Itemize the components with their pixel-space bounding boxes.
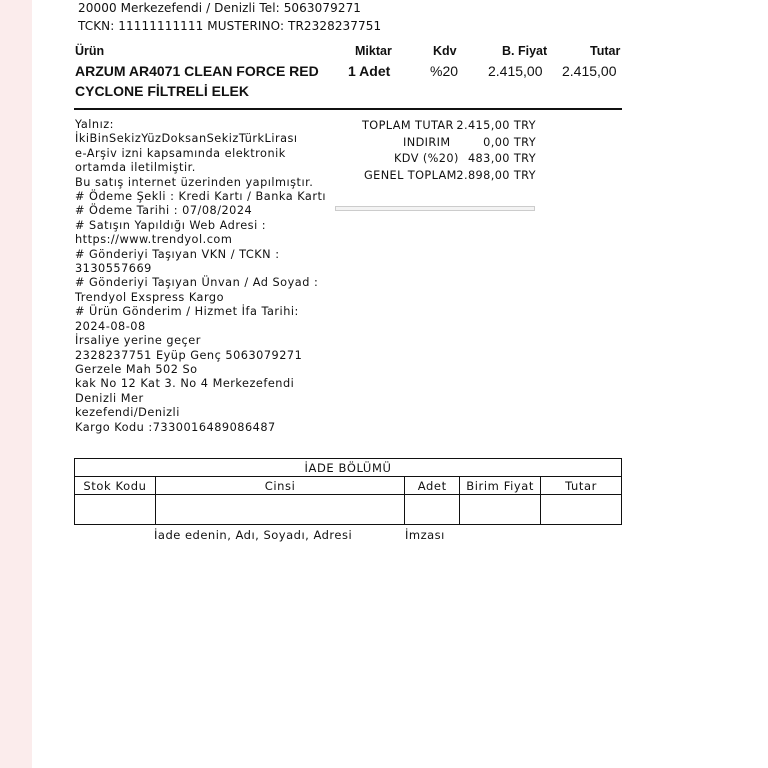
note-line: Yalnız: xyxy=(75,118,114,131)
invoice-notes xyxy=(75,118,335,435)
iade-header-cinsi: Cinsi xyxy=(155,477,404,495)
genel-toplam-label: GENEL TOPLAM xyxy=(364,168,457,182)
note-line: Kargo Kodu :7330016489086487 xyxy=(75,420,276,434)
iade-header-tutar: Tutar xyxy=(541,477,622,495)
note-line: kak No 12 Kat 3. No 4 Merkezefendi xyxy=(75,377,295,391)
note-line: # Ödeme Şekli : Kredi Kartı / Banka Kartı xyxy=(75,190,327,204)
iade-signature-name-label: İade edenin, Adı, Soyadı, Adresi xyxy=(154,528,353,542)
iade-header-adet: Adet xyxy=(405,477,460,495)
column-header-b-fiyat: B. Fiyat xyxy=(502,44,548,58)
note-line: Bu satış internet üzerinden yapılmıştır. xyxy=(75,175,314,189)
note-line: # Ödeme Tarihi : 07/08/2024 xyxy=(75,204,253,218)
column-header-miktar: Miktar xyxy=(355,44,392,58)
item-name-line: CYCLONE FİLTRELİ ELEK xyxy=(75,83,249,99)
item-name-line: ARZUM AR4071 CLEAN FORCE RED xyxy=(75,63,319,79)
kdv-label: KDV (%20) xyxy=(394,152,459,165)
note-line: Gerzele Mah 502 So xyxy=(75,362,198,376)
note-line: https://www.trendyol.com xyxy=(75,233,233,247)
total-row-toplam xyxy=(330,118,536,135)
note-line: Denizli Mer xyxy=(75,391,144,405)
note-line: # Gönderiyi Taşıyan VKN / TCKN : xyxy=(75,247,280,261)
item-kdv: %20 xyxy=(430,63,459,79)
note-line: Trendyol Exspress Kargo xyxy=(75,290,224,304)
totals-block xyxy=(330,118,536,184)
iade-cell xyxy=(75,495,156,525)
address-line: 20000 Merkezefendi / Denizli Tel: 5063079271 xyxy=(78,1,362,15)
total-row-indirim xyxy=(330,135,536,152)
iade-cell xyxy=(541,495,622,525)
toplam-tutar-label: TOPLAM TUTAR xyxy=(362,119,454,132)
toplam-tutar-value: 2.415,00 TRY xyxy=(456,119,536,132)
indirim-value: 0,00 TRY xyxy=(483,135,536,149)
total-row-genel xyxy=(330,168,536,185)
note-line: # Satışın Yapıldığı Web Adresi : xyxy=(75,218,267,232)
genel-toplam-value: 2.898,00 TRY xyxy=(456,168,536,182)
note-line: İrsaliye yerine geçer xyxy=(75,334,201,348)
note-line: # Gönderiyi Taşıyan Ünvan / Ad Soyad : xyxy=(75,276,319,290)
note-line: 2328237751 Eyüp Genç 5063079271 xyxy=(75,348,303,362)
customer-ids-line: TCKN: 11111111111 MUSTERINO: TR2328237751 xyxy=(78,19,382,33)
item-quantity: 1 Adet xyxy=(348,63,391,79)
item-unit-price: 2.415,00 xyxy=(488,63,543,79)
note-line: 3130557669 xyxy=(75,262,152,276)
iade-title: İADE BÖLÜMÜ xyxy=(75,459,622,477)
note-line: # Ürün Gönderim / Hizmet İfa Tarihi: xyxy=(75,305,299,319)
indirim-label: INDIRIM xyxy=(403,135,451,149)
note-line: 2024-08-08 xyxy=(75,319,146,333)
iade-cell xyxy=(405,495,460,525)
iade-cell xyxy=(155,495,404,525)
total-row-kdv xyxy=(330,151,536,168)
note-line: kezefendi/Denizli xyxy=(75,406,180,420)
note-line: İkiBinSekizYüzDoksanSekizTürkLirası xyxy=(75,132,298,146)
item-name xyxy=(75,61,345,101)
column-header-kdv: Kdv xyxy=(433,44,457,58)
iade-table xyxy=(74,458,622,525)
item-total: 2.415,00 xyxy=(562,63,617,79)
iade-cell xyxy=(460,495,541,525)
iade-header-birim-fiyat: Birim Fiyat xyxy=(460,477,541,495)
column-header-urun: Ürün xyxy=(75,44,105,58)
note-line: ortamda iletilmiştir. xyxy=(75,161,196,175)
section-divider xyxy=(74,108,622,110)
totals-underline-bar xyxy=(335,206,535,211)
kdv-value: 483,00 TRY xyxy=(467,152,536,165)
note-line: e-Arşiv izni kapsamında elektronik xyxy=(75,146,286,160)
iade-header-stok-kodu: Stok Kodu xyxy=(75,477,156,495)
iade-signature-imza-label: İmzası xyxy=(405,528,445,542)
column-header-tutar: Tutar xyxy=(590,44,621,58)
